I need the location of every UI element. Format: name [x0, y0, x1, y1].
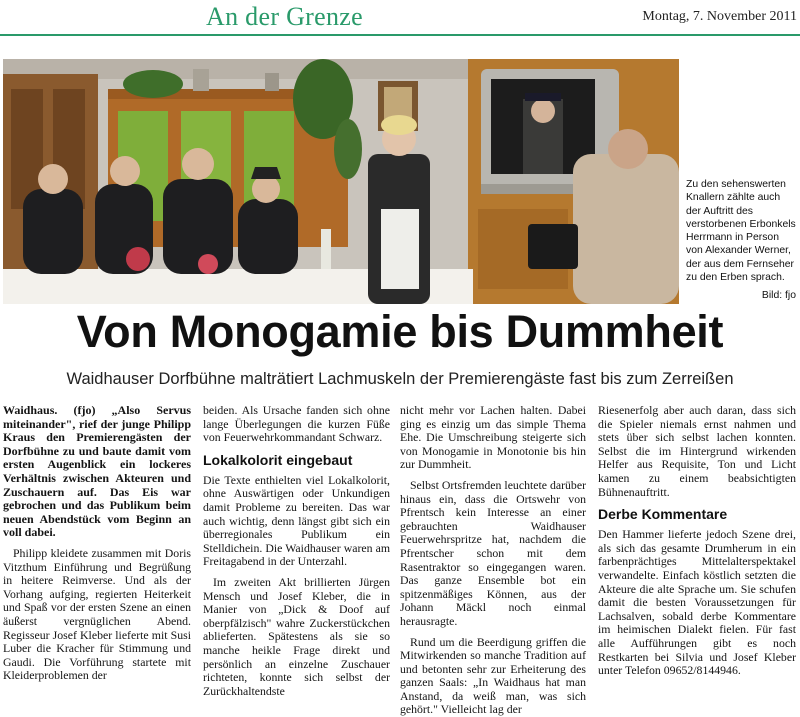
article-lead: Waidhaus. (fjo) „Also Servus miteinander", rief der junge Philipp Kraus den Premierengästen der Dorfbühne zu und baute damit vom ersten Augenblick ein lockeres Verhältnis zwischen Akteuren und Zuschauern auf. Das Eis war gebrochen und das Publikum beim neuen Abendstück vom Beginn an voll dabei. [3, 404, 191, 540]
article-column-2 [203, 404, 390, 694]
issue-date: Montag, 7. November 2011 [642, 9, 797, 25]
article-paragraph: Die Texte enthielten viel Lokalkolorit, ohne Auswärtigen oder Unkundigen damit Probleme zu bereiten. Das war auch wichtig, denn längst gibt sich ein überregionales Publikum ein Stelldichein. Die Waidhauser waren am Freitagabend in der Unterzahl. [203, 474, 390, 569]
article-paragraph: Philipp kleidete zusammen mit Doris Vitzthum Einführung und Begrüßung in heitere Reimverse. Und als der Vorhang aufging, regierten Heiterkeit und Spaß vor der ersten Szene an einen äußerst vergnüglichen Abend. Regisseur Josef Kleber lieferte mit Susi Luber die Kracher für Stimmung und Gaudi. Die Vorführung startete mit Kleiderproblemen der [3, 547, 191, 683]
article-paragraph: Im zweiten Akt brillierten Jürgen Mensch und Josef Kleber, die in Manier von „Dick & Doof auf oberpfälzisch" wahre Zuckerstückchen ablieferten. Spätestens als sie so manche heikle Frage direkt und persönlich an einzelne Zuschauer richteten, konnte sich selbst der Zurückhaltendste [203, 576, 390, 698]
photo-caption: Zu den sehenswerten Knallern zählte auch der Auftritt des verstorbenen Erbonkels Herrmann in Person von Alexander Werner, der aus dem Fernseher zu den Erben sprach. [686, 178, 798, 284]
subheading-lokalkolorit: Lokalkolorit eingebaut [203, 452, 390, 469]
article-paragraph: beiden. Als Ursache fanden sich ohne lange Überlegungen die kurzen Füße von Feuerwehrkommandant Schwarz. [203, 404, 390, 445]
article-column-1 [3, 404, 191, 694]
article-headline: Von Monogamie bis Dummheit [0, 306, 800, 358]
article-paragraph: Den Hammer lieferte jedoch Szene drei, als sich das gesamte Drumherum in ein farbenprächtiges Mittelalterspektakel verwandelte. Einfach köstlich setzten die Akteure die alte Sprache um. Sie schufen damit die besten Voraussetzungen für Lachsalven, sobald derbe Kommentare im heimischen Dialekt fielen. Für fast alle Aufführungen gibt es noch Restkarten bei Silvia und Josef Kleber unter Telefon 09652/8144946. [598, 528, 796, 678]
article-paragraph: Selbst Ortsfremden leuchtete darüber hinaus ein, dass die Ortswehr von Pfrentsch kein Interesse an einer gebrauchten Waidhauser Feuerwehrspritze hat, nachdem die Pfrentscher schon mit dem Rasentraktor so eingegangen waren. Das ganze Ensemble bot ein spitzenmäßiges Können, aus der Johann Mäckl noch einmal herausragte. [400, 479, 586, 629]
stage-photo [3, 59, 679, 304]
article-paragraph: nicht mehr vor Lachen halten. Dabei ging es einzig um das simple Thema Ehe. Die Umschreibung steigerte sich von Monogamie in Monotonie bis hin zur Dummheit. [400, 404, 586, 472]
subheading-derbe-kommentare: Derbe Kommentare [598, 506, 796, 523]
article-subline: Waidhauser Dorfbühne malträtiert Lachmuskeln der Premierengäste fast bis zum Zerreißen [0, 370, 800, 389]
article-paragraph: Rund um die Beerdigung griffen die Mitwirkenden so manche Tradition auf und betonten sehr zur Erheiterung des ganzen Saals: „In Waidhaus hat man Anstand, da weiß man, was sich gehört." Vielleicht lag der [400, 636, 586, 717]
page-header [0, 0, 800, 36]
section-title: An der Grenze [206, 2, 363, 32]
header-rule [0, 34, 800, 36]
article-column-4 [598, 404, 796, 694]
photo-credit: Bild: fjo [762, 290, 796, 301]
article-column-3 [400, 404, 586, 694]
article-paragraph: Riesenerfolg aber auch daran, dass sich die Spieler niemals ernst nahmen und stets über sich selbst lachen konnten. Selbst die im Hintergrund wirkenden Helfer aus Requisite, Ton und Licht kamen zu einem beabsichtigten Bühnenauftritt. [598, 404, 796, 499]
